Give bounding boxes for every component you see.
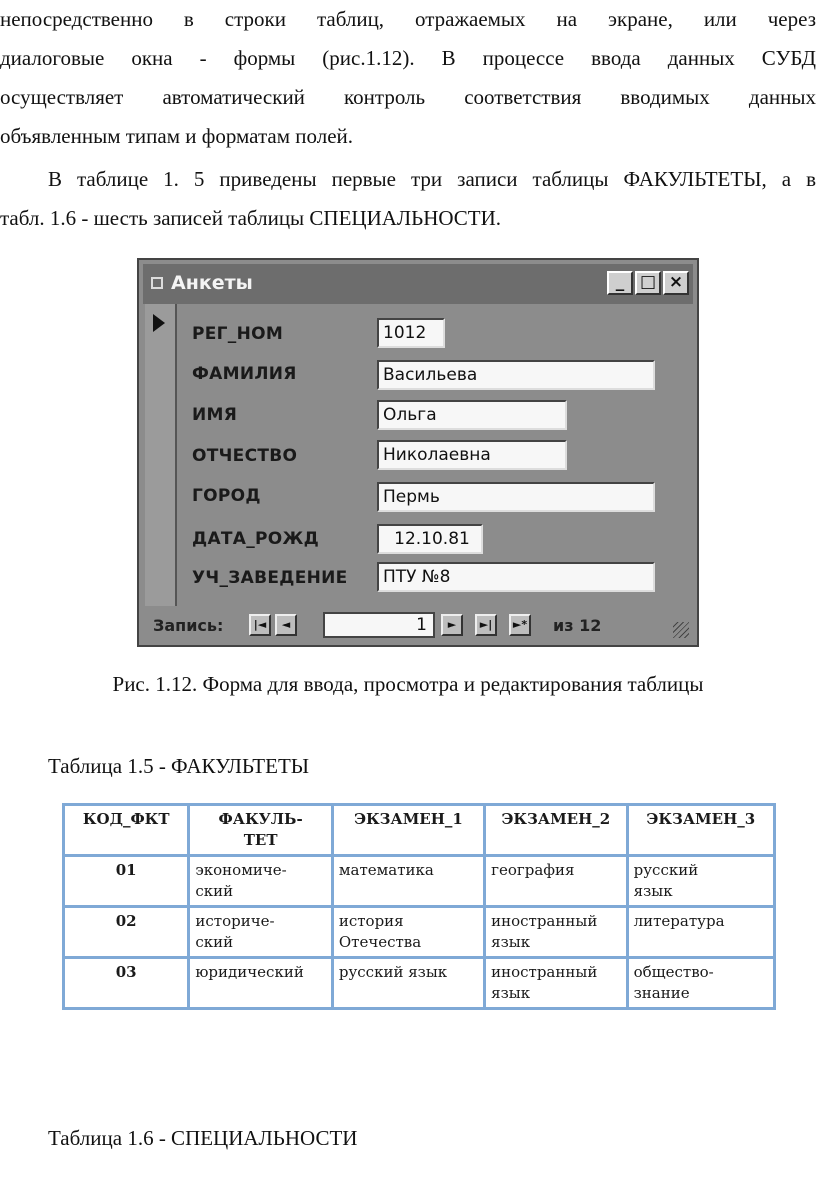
field-label-gorod: ГОРОД <box>192 486 261 506</box>
text-line: диалоговые окна - формы (рис.1.12). В процессе ввода данных СУБД <box>0 46 816 70</box>
first-record-button[interactable]: |◄ <box>249 614 271 636</box>
minimize-button[interactable]: _ <box>607 271 633 295</box>
title-bar <box>143 264 693 304</box>
window-title: Анкеты <box>171 272 253 294</box>
data-rozhd-input[interactable]: 12.10.81 <box>377 524 483 554</box>
table-cell: иностранный язык <box>485 907 628 958</box>
record-navigation-bar <box>145 608 693 642</box>
field-label-data-rozhd: ДАТА_РОЖД <box>192 529 320 549</box>
prev-record-button[interactable]: ◄ <box>275 614 297 636</box>
figure-caption: Рис. 1.12. Форма для ввода, просмотра и редактирования таблицы <box>112 672 704 696</box>
record-number-input[interactable]: 1 <box>323 612 435 638</box>
imya-input[interactable]: Ольга <box>377 400 567 430</box>
second-paragraph <box>0 160 816 238</box>
column-header: КОД_ФКТ <box>64 805 189 856</box>
table-cell: общество- знание <box>627 958 774 1009</box>
record-count: из 12 <box>553 616 602 635</box>
form-icon <box>151 277 163 289</box>
column-header: ЭКЗАМЕН_1 <box>332 805 484 856</box>
table-cell: экономиче- ский <box>189 856 332 907</box>
table-cell: 03 <box>64 958 189 1009</box>
table-cell: 01 <box>64 856 189 907</box>
table-cell: иностранный язык <box>485 958 628 1009</box>
table-cell: 02 <box>64 907 189 958</box>
column-header: ЭКЗАМЕН_2 <box>485 805 628 856</box>
faculties-table <box>62 803 776 1010</box>
familiya-input[interactable]: Васильева <box>377 360 655 390</box>
current-record-arrow-icon <box>153 314 165 332</box>
column-header: ФАКУЛЬ- ТЕТ <box>189 805 332 856</box>
table-header-row <box>64 805 775 856</box>
next-record-button[interactable]: ► <box>441 614 463 636</box>
text-line: непосредственно в строки таблиц, отражаемых на экране, или через <box>0 7 816 31</box>
resize-grip-icon[interactable] <box>673 622 689 638</box>
reg-nom-input[interactable]: 1012 <box>377 318 445 348</box>
form-window <box>137 258 699 647</box>
field-label-imya: ИМЯ <box>192 405 238 425</box>
new-record-button[interactable]: ►* <box>509 614 531 636</box>
intro-paragraph <box>0 0 816 156</box>
column-header: ЭКЗАМЕН_3 <box>627 805 774 856</box>
close-button[interactable]: × <box>663 271 689 295</box>
table-cell: русский язык <box>627 856 774 907</box>
text-line: осуществляет автоматический контроль соответствия вводимых данных <box>0 85 816 109</box>
field-label-reg-nom: РЕГ_НОМ <box>192 324 284 344</box>
text-line: объявленным типам и форматам полей. <box>0 124 354 148</box>
maximize-button[interactable]: □ <box>635 271 661 295</box>
table-cell: юридический <box>189 958 332 1009</box>
record-label: Запись: <box>153 616 224 635</box>
last-record-button[interactable]: ►| <box>475 614 497 636</box>
table-cell: историче- ский <box>189 907 332 958</box>
text-line: В таблице 1. 5 приведены первые три записи таблицы ФАКУЛЬТЕТЫ, а в <box>48 167 816 191</box>
field-label-uch-zavedenie: УЧ_ЗАВЕДЕНИЕ <box>192 568 348 588</box>
text-line: табл. 1.6 - шесть записей таблицы СПЕЦИАЛЬНОСТИ. <box>0 206 502 230</box>
field-label-otchestvo: ОТЧЕСТВО <box>192 446 298 466</box>
table-cell: литература <box>627 907 774 958</box>
gorod-input[interactable]: Пермь <box>377 482 655 512</box>
table-row <box>64 856 775 907</box>
table-cell: русский язык <box>332 958 484 1009</box>
table-row <box>64 958 775 1009</box>
table-1-5-title: Таблица 1.5 - ФАКУЛЬТЕТЫ <box>48 754 310 778</box>
uch-zavedenie-input[interactable]: ПТУ №8 <box>377 562 655 592</box>
record-selector[interactable] <box>145 304 177 606</box>
table-cell: история Отечества <box>332 907 484 958</box>
field-label-familiya: ФАМИЛИЯ <box>192 364 297 384</box>
table-1-6-title: Таблица 1.6 - СПЕЦИАЛЬНОСТИ <box>48 1126 358 1150</box>
table-cell: математика <box>332 856 484 907</box>
table-cell: география <box>485 856 628 907</box>
otchestvo-input[interactable]: Николаевна <box>377 440 567 470</box>
table-row <box>64 907 775 958</box>
